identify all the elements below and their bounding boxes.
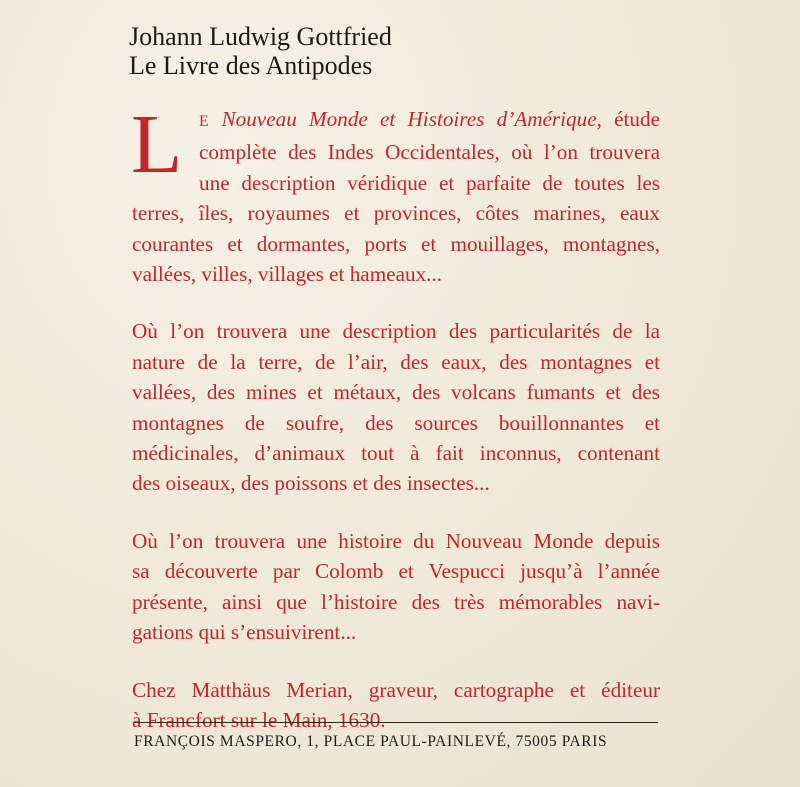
paragraph-2 [132,316,660,498]
paragraph-1 [131,98,660,289]
paragraph-2-line: nature de la terre, de l’air, des eaux, des montagnes et [132,349,660,374]
paragraph-3-line: Où l’on trouvera une histoire du Nouveau Monde depuis [132,528,660,553]
paragraph-1-line-2: complète des Indes Occidentales, où l’on trouvera [199,140,660,165]
paragraph-4-line: à Francfort sur le Main, 1630. [132,707,386,732]
dropcap-letter: L [131,98,183,191]
paragraph-3 [132,526,660,648]
blurb-text [131,98,660,762]
paragraph-1-line-5: courantes et dormantes, ports et mouillages, montagnes, [132,231,660,256]
paragraph-2-line: montagnes de soufre, des sources bouillonnantes et [132,410,660,435]
paragraph-3-line: sa découverte par Colomb et Vespucci jusqu’à l’année [132,559,660,584]
footer-rule [134,722,658,723]
header-block [129,22,392,80]
paragraph-2-line: des oiseaux, des poissons et des insectes... [132,471,490,496]
paragraph-2-line: Où l’on trouvera une description des particularités de la [132,319,660,344]
paragraph-4 [132,675,660,736]
paragraph-1-line-4: terres, îles, royaumes et provinces, côtes marines, eaux [132,201,660,226]
author-name: Johann Ludwig Gottfried [129,22,392,51]
book-title: Le Livre des Antipodes [129,51,373,80]
italic-title: Nouveau Monde et Histoires d’Amérique [221,107,597,131]
paragraph-3-line: présente, ainsi que l’histoire des très mémorables navi- [132,589,660,614]
publisher-address: FRANÇOIS MASPERO, 1, PLACE PAUL-PAINLEVÉ, 75005 PARIS [134,733,608,750]
paragraph-1-line-3: une description véridique et parfaite de toutes les [199,170,660,195]
paragraph-3-line: gations qui s’ensuivirent... [132,620,357,645]
line-1-rest: , étude [596,107,660,131]
paragraph-1-line-6: vallées, villes, villages et hameaux... [132,262,443,287]
paragraph-2-line: médicinales, d’animaux tout à fait inconnus, contenant [132,441,660,466]
paragraph-1-line-1 [132,104,660,137]
paragraph-2-line: vallées, des mines et métaux, des volcans fumants et des [132,380,660,405]
smallcap-letter: E [199,113,210,130]
paragraph-4-line: Chez Matthäus Merian, graveur, cartographe et éditeur [132,677,660,702]
